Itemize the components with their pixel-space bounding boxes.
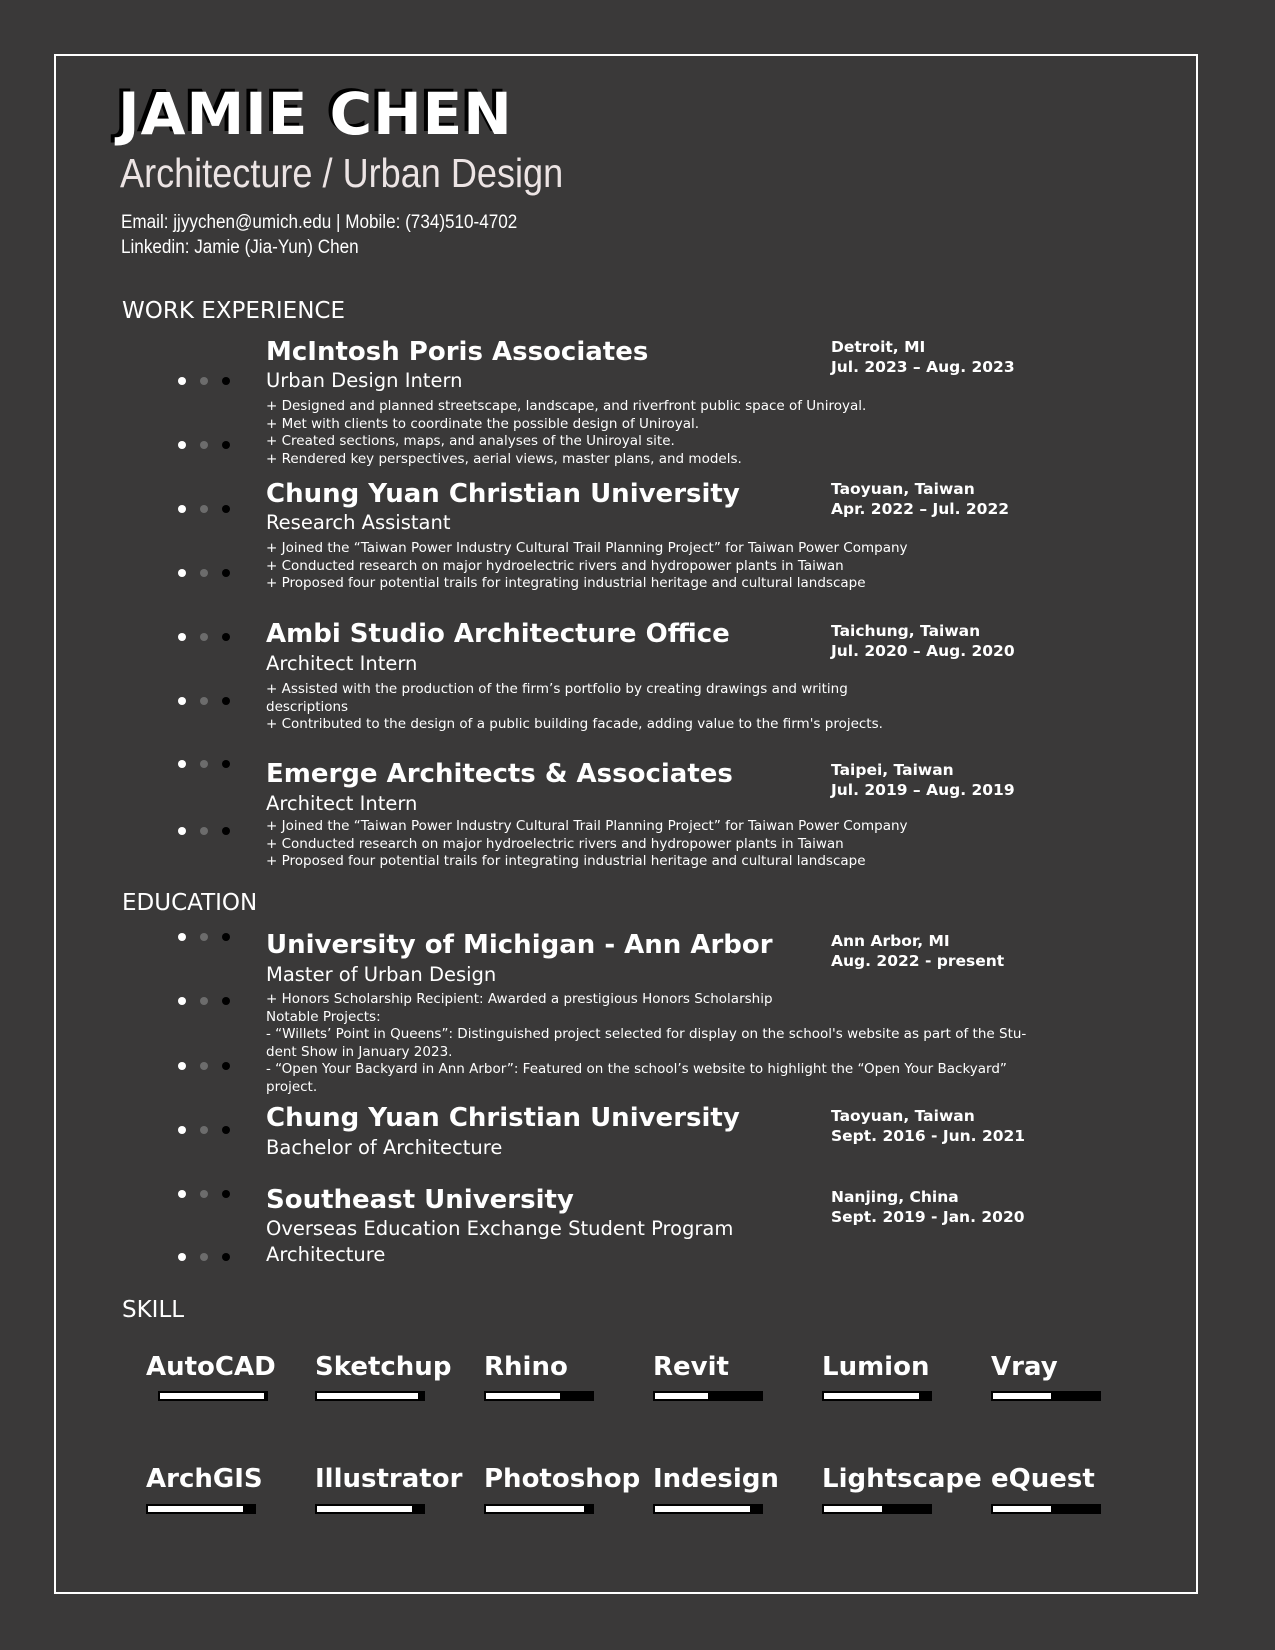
dot [178, 827, 186, 835]
skill-name: Rhino [484, 1352, 568, 1382]
education-bullet: - “Willets’ Point in Queens”: Distinguished project selected for display on the school's website as part of the Stu- [266, 1026, 1027, 1042]
education-bullet: Notable Projects: [266, 1008, 381, 1025]
work-bullet: + Created sections, maps, and analyses of the Uniroyal site. [266, 433, 675, 449]
skill-level-fill [655, 1393, 708, 1399]
dot [178, 505, 186, 513]
work-bullet: + Proposed four potential trails for integrating industrial heritage and cultural landscape [266, 853, 866, 869]
education-program: Overseas Education Exchange Student Program [266, 1217, 734, 1240]
skill-level-bar [653, 1504, 763, 1514]
dot [222, 933, 230, 941]
skill-level-fill [655, 1506, 750, 1512]
dot [178, 1126, 186, 1134]
work-location: Taipei, Taiwan [831, 761, 954, 779]
education-location: Nanjing, China [831, 1188, 959, 1206]
dot-row [178, 760, 230, 770]
dot-row [178, 827, 230, 837]
skill-name: Lumion [822, 1352, 930, 1382]
dot [178, 1253, 186, 1261]
skill-level-bar [315, 1391, 425, 1401]
work-dates: Jul. 2019 – Aug. 2019 [831, 781, 1015, 799]
dot [200, 827, 208, 835]
dot [200, 997, 208, 1005]
skill-level-fill [148, 1506, 243, 1512]
work-bullet: + Conducted research on major hydroelectric rivers and hydropower plants in Taiwan [266, 557, 844, 574]
education-school: University of Michigan - Ann Arbor [266, 930, 773, 960]
work-dates: Jul. 2023 – Aug. 2023 [831, 358, 1015, 376]
work-location: Taichung, Taiwan [831, 622, 981, 640]
education-location: Ann Arbor, MI [831, 932, 950, 950]
skill-level-fill [993, 1393, 1051, 1399]
work-bullet: + Proposed four potential trails for integrating industrial heritage and cultural landscape [266, 575, 866, 591]
dot [178, 569, 186, 577]
dot [222, 1253, 230, 1261]
dot [178, 697, 186, 705]
skill-level-bar [484, 1391, 594, 1401]
work-location: Taoyuan, Taiwan [831, 480, 975, 498]
work-role: Urban Design Intern [266, 369, 463, 392]
skill-name: Indesign [653, 1464, 779, 1494]
dot [222, 1126, 230, 1134]
skill-level-bar [484, 1504, 594, 1514]
work-role: Research Assistant [266, 511, 451, 534]
dot [222, 569, 230, 577]
education-bullet: - “Open Your Backyard in Ann Arbor”: Featured on the school’s website to highlight the “Open Your Backyard” [266, 1061, 1007, 1077]
skill-level-bar [822, 1391, 932, 1401]
skill-level-fill [824, 1393, 919, 1399]
dot [222, 997, 230, 1005]
dot [178, 441, 186, 449]
skill-level-bar [991, 1391, 1101, 1401]
skill-level-fill [486, 1506, 584, 1512]
skill-level-fill [486, 1393, 560, 1399]
dot [222, 633, 230, 641]
contact-linkedin: Linkedin: Jamie (Jia-Yun) Chen [121, 237, 359, 258]
skill-name: Illustrator [315, 1464, 463, 1494]
skill-name: Vray [991, 1352, 1058, 1382]
skill-level-fill [317, 1506, 412, 1512]
dot [178, 933, 186, 941]
dot-row [178, 633, 230, 643]
dot-row [178, 505, 230, 515]
education-dates: Aug. 2022 - present [831, 952, 1005, 970]
skill-level-bar [822, 1504, 932, 1514]
section-heading-education: EDUCATION [122, 890, 258, 916]
education-school: Southeast University [266, 1185, 574, 1215]
dot [222, 760, 230, 768]
dot-row [178, 933, 230, 943]
education-degree: Architecture [266, 1243, 386, 1266]
work-bullet: descriptions [266, 698, 349, 715]
education-bullet: dent Show in January 2023. [266, 1043, 453, 1060]
skill-level-bar [315, 1504, 425, 1514]
dot [222, 441, 230, 449]
skill-name: Sketchup [315, 1352, 452, 1382]
dot [200, 633, 208, 641]
work-bullet: + Contributed to the design of a public building facade, adding value to the firm's projects. [266, 716, 883, 732]
skill-level-bar [146, 1504, 256, 1514]
skill-level-fill [317, 1393, 418, 1399]
work-role: Architect Intern [266, 652, 418, 675]
work-role: Architect Intern [266, 792, 418, 815]
dot-row [178, 377, 230, 387]
dot [200, 569, 208, 577]
education-location: Taoyuan, Taiwan [831, 1107, 975, 1125]
dot-row [178, 1190, 230, 1200]
dot [178, 1190, 186, 1198]
dot [200, 441, 208, 449]
work-location: Detroit, MI [831, 338, 926, 356]
work-bullet: + Conducted research on major hydroelectric rivers and hydropower plants in Taiwan [266, 835, 844, 852]
skill-level-bar [991, 1504, 1101, 1514]
work-bullet: + Assisted with the production of the firm’s portfolio by creating drawings and writing [266, 681, 848, 697]
work-bullet: + Met with clients to coordinate the possible design of Uniroyal. [266, 415, 700, 432]
work-org: Ambi Studio Architecture Office [266, 619, 730, 649]
dot [178, 997, 186, 1005]
dot [178, 633, 186, 641]
dot-row [178, 697, 230, 707]
skill-level-bar [158, 1391, 268, 1401]
dot [200, 697, 208, 705]
skill-name: Lightscape [822, 1464, 982, 1494]
dot [222, 1190, 230, 1198]
dot-row [178, 1062, 230, 1072]
candidate-name: JAMIE CHEN [118, 80, 513, 148]
work-dates: Jul. 2020 – Aug. 2020 [831, 642, 1015, 660]
work-org: Emerge Architects & Associates [266, 759, 733, 789]
dot-row [178, 441, 230, 451]
dot [200, 1062, 208, 1070]
section-heading-skill: SKILL [122, 1297, 185, 1323]
work-org: Chung Yuan Christian University [266, 479, 740, 509]
skill-name: ArchGIS [146, 1464, 263, 1494]
work-bullet: + Joined the “Taiwan Power Industry Cultural Trail Planning Project” for Taiwan Power Company [266, 818, 908, 834]
dot [222, 697, 230, 705]
dot-row [178, 1126, 230, 1136]
dot-row [178, 569, 230, 579]
contact-email-mobile: Email: jjyychen@umich.edu | Mobile: (734)510-4702 [121, 212, 518, 233]
education-degree: Master of Urban Design [266, 963, 497, 986]
education-bullet: project. [266, 1078, 318, 1095]
dot [222, 827, 230, 835]
work-bullet: + Designed and planned streetscape, landscape, and riverfront public space of Uniroyal. [266, 398, 867, 414]
skill-level-fill [824, 1506, 882, 1512]
dot [222, 505, 230, 513]
education-dates: Sept. 2019 - Jan. 2020 [831, 1208, 1025, 1226]
work-org: McIntosh Poris Associates [266, 337, 649, 367]
work-dates: Apr. 2022 – Jul. 2022 [831, 500, 1010, 518]
dot [200, 1126, 208, 1134]
skill-level-fill [160, 1393, 264, 1399]
section-heading-work: WORK EXPERIENCE [122, 298, 346, 324]
dot [222, 1062, 230, 1070]
dot-row [178, 997, 230, 1007]
education-degree: Bachelor of Architecture [266, 1136, 503, 1159]
dot [200, 1253, 208, 1261]
dot [200, 505, 208, 513]
dot [178, 760, 186, 768]
dot [222, 377, 230, 385]
skill-name: AutoCAD [146, 1352, 276, 1382]
work-bullet: + Rendered key perspectives, aerial views, master plans, and models. [266, 450, 742, 467]
skill-level-fill [993, 1506, 1051, 1512]
profession-title: Architecture / Urban Design [120, 150, 564, 196]
dot [200, 1190, 208, 1198]
skill-name: eQuest [991, 1464, 1095, 1494]
education-dates: Sept. 2016 - Jun. 2021 [831, 1127, 1026, 1145]
skill-level-bar [653, 1391, 763, 1401]
skill-name: Revit [653, 1352, 729, 1382]
dot [200, 377, 208, 385]
dot [200, 933, 208, 941]
dot [200, 760, 208, 768]
education-bullet: + Honors Scholarship Recipient: Awarded a prestigious Honors Scholarship [266, 991, 773, 1007]
dot [178, 377, 186, 385]
skill-name: Photoshop [484, 1464, 641, 1494]
education-school: Chung Yuan Christian University [266, 1103, 740, 1133]
dot-row [178, 1253, 230, 1263]
dot [178, 1062, 186, 1070]
work-bullet: + Joined the “Taiwan Power Industry Cultural Trail Planning Project” for Taiwan Power Company [266, 540, 908, 556]
